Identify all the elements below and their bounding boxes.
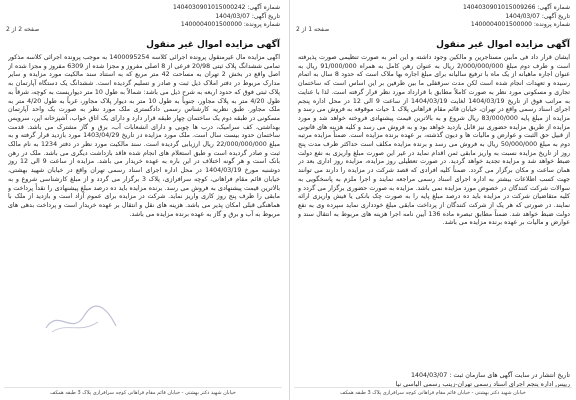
signature-stamp <box>42 300 120 340</box>
notice-meta-block <box>173 4 280 30</box>
page-number: صفحه 1 از 2 <box>296 26 330 33</box>
publish-date-line: تاریخ انتشار در سایت آگهی های سازمان ثبت : 1404/03/07 <box>411 372 570 379</box>
notice-page-left <box>0 0 286 400</box>
office-address: خیابان شهید دکتر بهشتی - خیابان قائم مقام فراهانی کوچه سرافرازی پلاک 3 طبقه همکف <box>294 387 572 396</box>
notice-number: شماره آگهی: 1404030901015000242 <box>172 4 280 11</box>
notice-body <box>298 54 570 368</box>
notice-title: آگهی مزایده اموال غیر منقول <box>436 40 570 50</box>
notice-body-text: ایشان قرار داد فی مابین مستاجرین و مالکین وجود داشته و این امر به صورت تنظیمی صورت پذیرفته است و طرف دوم مبلغ 2/000/000/000 ریال به عنوان رهن کامل به همراه 91/000/000 ریال به عنوان اجاره ماهیانه از یک ماه با ترفیع سالیانه برای مبلغ اجاره بها ملاک است که حدود 8 سال به اتمام رسیده و تعهدات انجام شده است لکن مدت سرقفلی ما بین طرفین بر این اساس است که ساختمان تجاری و مسکونی مورد نظر به صورت کاملاً مطابق با قرارداد مورد نظر قرار گرفته است. لذا با عنایت به مراتب فوق از تاریخ 1404/03/19 لغایت 1404/03/19 از ساعت 9 الی 12 در محل اداره پنجم اجرای اسناد رسمی واقع در تهران، خیابان قائم مقام فراهانی پلاک 1 حیات موقوفه به فروش می رسد و مزایده از مبلغ پایه 83/000/000 ریال شروع و به بالاترین قیمت پیشنهادی فروخته خواهد شد و مورد مزایده از طریق مزایده حضوری نیز قابل بازدید خواهد بود و به فروش می رسد و کلیه هزینه های قانونی از قبیل حق الثبت و عوارض و مالیات ها و دیون گذشته، بر عهده برنده مزایده است. ضمناً مزایده مرتبه دوم به مبلغ 50/000/000 ریال به فروش می رسد و برنده مزایده مکلف است حداکثر ظرف مدت پنج روز از تاریخ مزایده نسبت به واریز مابقی ثمن اقدام نماید در غیر این صورت مبلغ واریزی به نفع دولت ضبط خواهد شد و مزایده تجدید خواهد گردید. در صورت تعطیلی روز مزایده، مزایده روز اداری بعد در همان ساعت و مکان برگزار می گردد. ضمناً کلیه افرادی که قصد شرکت در مزایده را دارند می توانند جهت کسب اطلاعات بیشتر به اداره اجرای اسناد رسمی مراجعه نمایند و اجرا ملزم به پاسخگویی به سوالات شرکت کنندگان در خصوص مورد مزایده نمی باشد. مزایده به صورت حضوری برگزار می گردد و کلیه متقاضیان شرکت در مزایده باید ده درصد مبلغ پایه را به صورت چک بانکی یا فیش واریزی ارائه نمایند. در صورتی که هر یک از شرکت کنندگان از پرداخت مابقی مبلغ خودداری نماید سپرده وی به نفع دولت ضبط خواهد شد. ضمناً مطابق تبصره ماده 136 آیین نامه اجرا هزینه های مربوط به انتقال سند و عوارض و مالیات بر عهده برنده مزایده می باشد. <box>298 54 570 227</box>
case-number: شماره پرونده: 1400004001500000 <box>470 21 570 28</box>
case-number: شماره پرونده: 1400004001500000 <box>180 21 280 28</box>
notice-number: شماره آگهی: 1404030901015009266 <box>462 4 570 11</box>
notice-page-right <box>289 0 576 400</box>
notice-meta-block <box>463 4 570 30</box>
notice-date: تاریخ آگهی: 1404/03/07 <box>215 12 280 20</box>
notice-body-text: آگهی مزایده مال غیرمنقول پرونده اجرائی کلاسه 1400095254 به موجب پرونده اجرائی کلاسه مذکور تمامی ششدانگ پلاک ثبتی 20/98 فرعی از 8 اصلی مفروز و مجزا شده از 6309 مفروز و مجزا شده از اصل واقع در بخش 2 تهران به مساحت 42 متر مربع که به استناد سند مالکیت مورد مزایده و سایر مدارک مربوط در دفتر املاک ذیل ثبت و صادر و تسلیم گردیده است. ششدانگ یک دستگاه آپارتمان به پلاک ثبتی فوق که حدود اربعه به شرح ذیل می باشد: شمالاً به طول 10 متر دیواریست به کوچه، شرقاً به طول 4/20 متر به پلاک مجاور، جنوباً به طول 10 متر به دیوار پلاک مجاور، غرباً به طول 4/20 متر به ملک مجاور. طبق نظریه کارشناس رسمی دادگستری ملک مورد نظر به صورت یک واحد آپارتمان مسکونی در طبقه دوم یک ساختمان چهار طبقه قرار دارد و دارای یک اتاق خواب، آشپزخانه اپن، سرویس بهداشتی، کف سرامیک، درب ها چوبی و دارای انشعابات آب، برق و گاز مشترک می باشد. قدمت ساختمان حدود بیست سال است. ملک مورد مزایده در تاریخ 1403/04/29 مورد بازدید قرار گرفته و به مبلغ 22/000/000/000 ریال ارزیابی گردیده است. سند مالکیت مورد نظر در دفتر 1234 به نام مالک ثبت و صادر گردیده است و طبق استعلام های انجام شده فاقد بازداشت دیگری می باشد. ملک در رهن بانک است و هر گونه اختلاف در این باره به عهده خریدار می باشد. مزایده از ساعت 9 الی 12 روز دوشنبه مورخ 1404/03/19 در محل اداره اجرای اسناد رسمی تهران واقع در خیابان شهید بهشتی، خیابان قائم مقام فراهانی، کوچه سرافرازی، پلاک 3 برگزار می گردد و از مبلغ کارشناسی شروع و به بالاترین قیمت پیشنهادی به فروش می رسد. برنده مزایده باید ده درصد مبلغ پیشنهادی را نقداً پرداخت و مابقی را ظرف پنج روز کاری واریز نماید. شرکت در مزایده برای عموم آزاد است و بازدید از ملک با هماهنگی قبلی امکان پذیر می باشد. هزینه های نقل و انتقال بر عهده خریدار است و پرداخت بدهی های مربوط به آب و برق و گاز به عهده برنده مزایده می باشد. <box>8 54 280 218</box>
notice-date: تاریخ آگهی: 1404/03/07 <box>505 12 570 20</box>
signatory-line: رییس اداره پنجم اجرای اسناد رسمی تهران-زینب رسمی الیاسی نیا <box>395 380 570 388</box>
office-address: خیابان شهید دکتر بهشتی - خیابان قائم مقام فراهانی کوچه سرافرازی پلاک 3 طبقه همکف <box>4 387 282 396</box>
page-number: صفحه 2 از 2 <box>6 26 40 33</box>
notice-title: آگهی مزایده اموال غیر منقول <box>146 40 280 50</box>
